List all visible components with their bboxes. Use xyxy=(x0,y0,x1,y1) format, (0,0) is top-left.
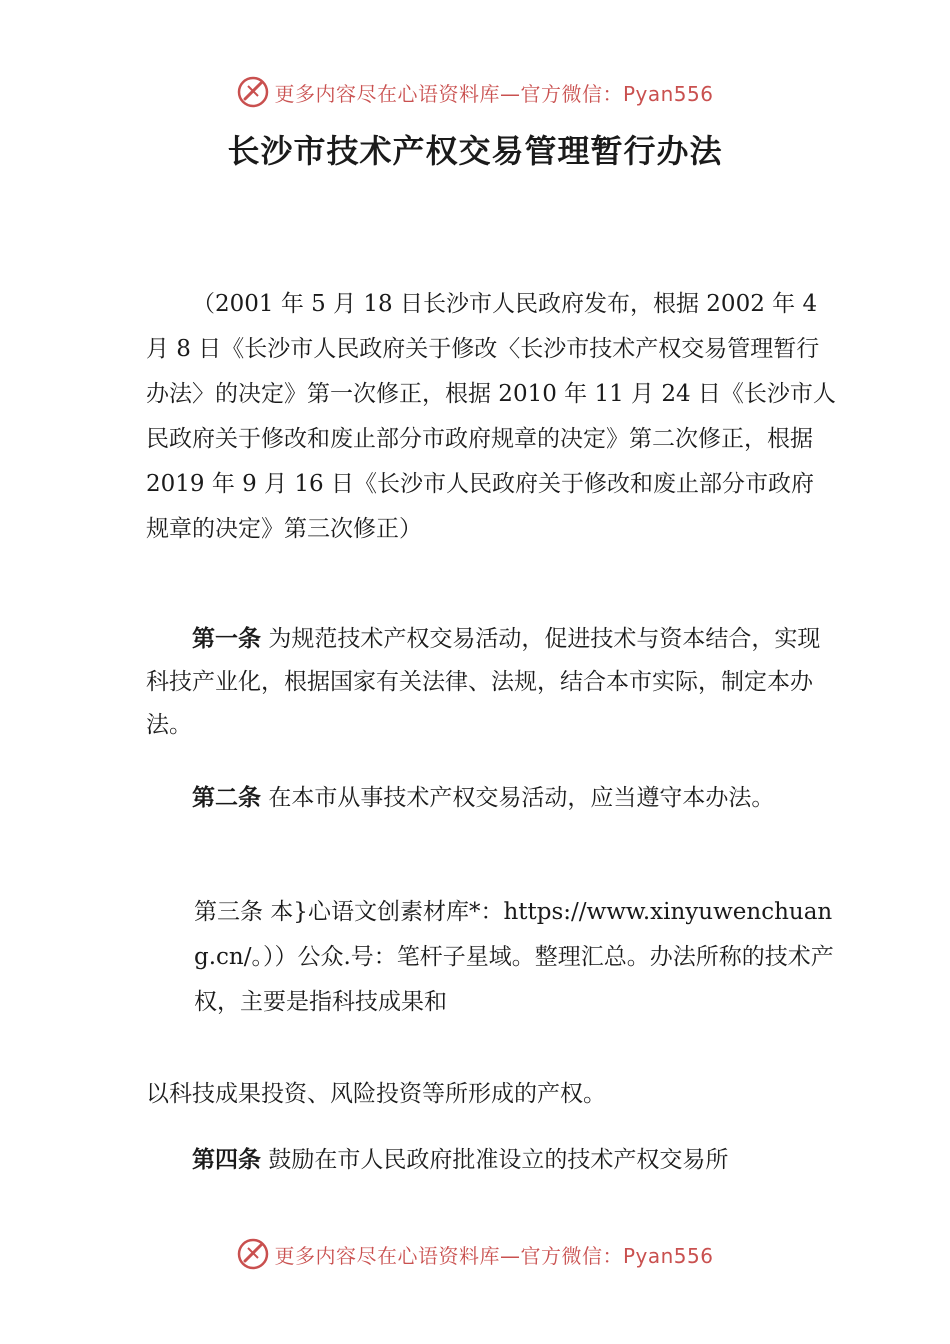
document-title: 长沙市技术产权交易管理暂行办法 xyxy=(227,132,723,170)
watermark-header xyxy=(0,72,950,112)
article-4-label: 第四条 xyxy=(192,1147,261,1173)
watermark-logo-icon xyxy=(236,1237,270,1271)
watermark-text: 更多内容尽在心语资料库—官方微信：Pyan556 xyxy=(274,1243,714,1268)
article-1 xyxy=(146,618,836,747)
article-3-part2: 以科技成果投资、风险投资等所形成的产权。 xyxy=(146,1081,606,1107)
preamble: （2001 年 5 月 18 日长沙市人民政府发布，根据 2002 年 4 月 8 日《长沙市人民政府关于修改〈长沙市技术产权交易管理暂行办法〉的决定》第一次修正，根据 2010 年 11 月 24 日《长沙市人民政府关于修改和废止部分市政府规章的决定》第二次修正，根据 2019 年 9 月 16 日《长沙市人民政府关于修改和废止部分市政府规章的决定》第三次修正） xyxy=(146,291,836,542)
article-1-label: 第一条 xyxy=(192,626,261,652)
article-4-text: 鼓励在市人民政府批准设立的技术产权交易所 xyxy=(268,1147,729,1173)
watermark-logo-icon xyxy=(236,75,270,109)
article-2-label: 第二条 xyxy=(192,785,261,811)
article-2 xyxy=(146,776,836,821)
watermark-text: 更多内容尽在心语资料库—官方微信：Pyan556 xyxy=(274,81,714,106)
article-3-part1: 第三条 本}心语文创素材库*：https://www.xinyuwenchuang.cn/。））公众.号：笔杆子星域。整理汇总。办法所称的技术产权，主要是指科技成果和 xyxy=(194,899,834,1015)
article-2-text: 在本市从事技术产权交易活动，应当遵守本办法。 xyxy=(268,785,775,811)
article-4 xyxy=(146,1138,836,1183)
article-1-text: 为规范技术产权交易活动，促进技术与资本结合，实现科技产业化，根据国家有关法律、法规，结合本市实际，制定本办法。 xyxy=(146,626,821,738)
watermark-footer xyxy=(0,1234,950,1274)
